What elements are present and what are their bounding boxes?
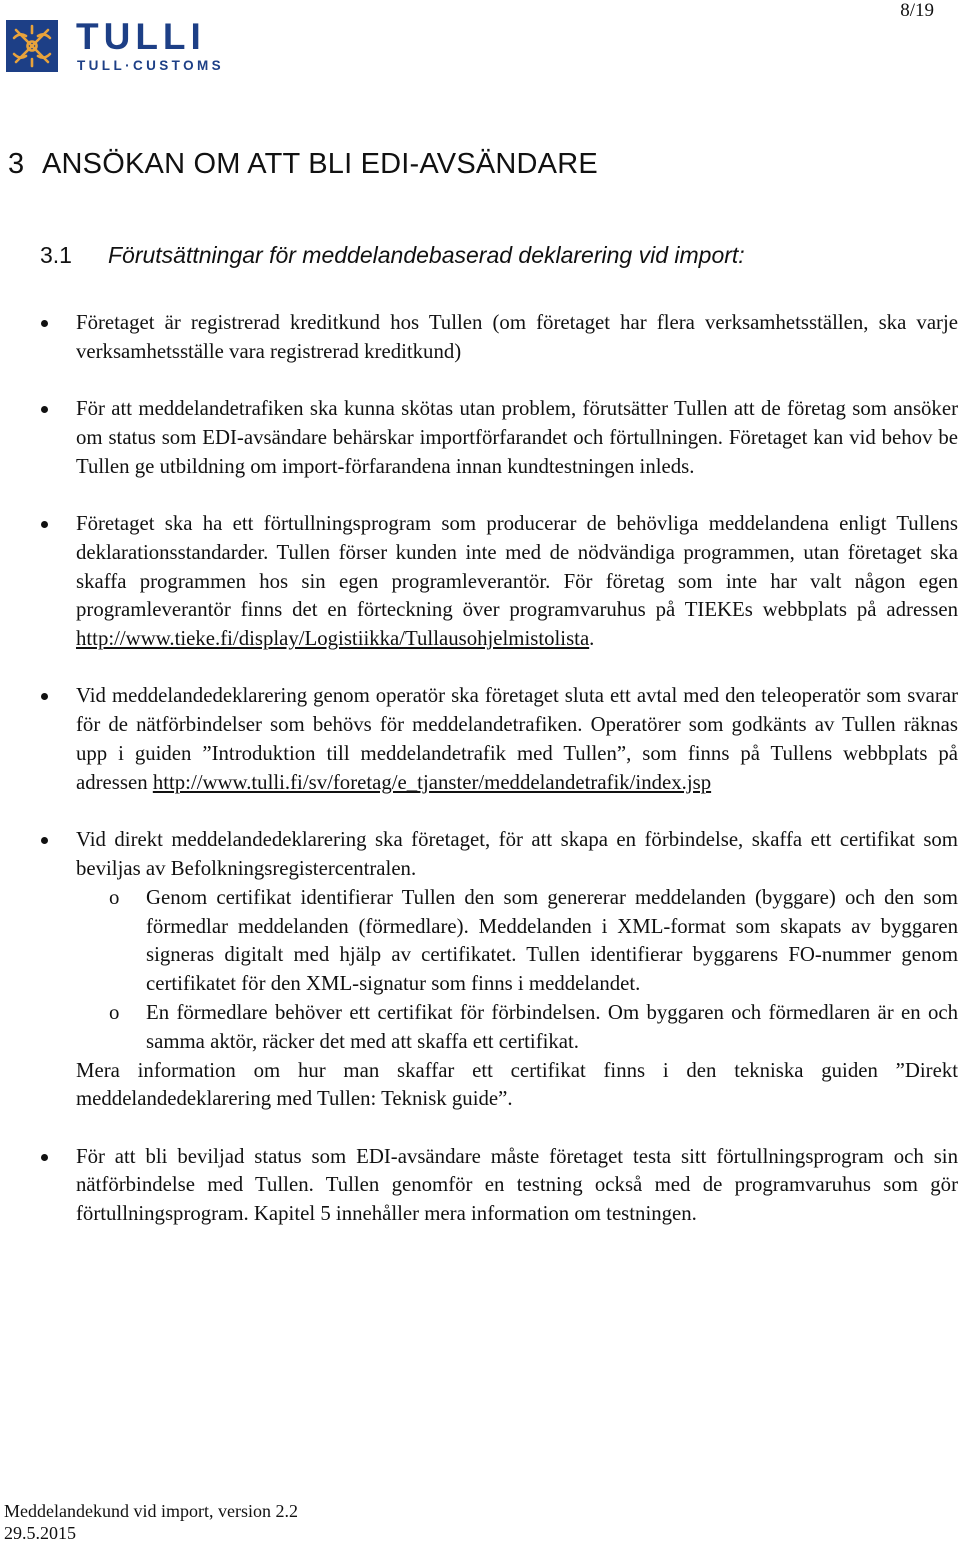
list-item bbox=[0, 1143, 960, 1229]
subsection-number: 3.1 bbox=[40, 242, 72, 268]
sub-list bbox=[76, 884, 958, 1057]
list-item bbox=[0, 682, 960, 797]
bullet-icon bbox=[41, 521, 48, 528]
tulli-emblem-icon bbox=[6, 20, 58, 72]
sub-list-item-text: En förmedlare behöver ett certifikat för förbindelsen. Om byggaren och förmedlaren är en och samma aktör, räcker det med att skaffa ett certifikat. bbox=[146, 1000, 958, 1053]
page-number: 8/19 bbox=[900, 0, 934, 21]
sub-bullet-marker: o bbox=[109, 1000, 120, 1024]
tieke-link[interactable]: http://www.tieke.fi/display/Logistiikka/Tullausohjelmistolista bbox=[76, 627, 590, 651]
footer-document-title: Meddelandekund vid import, version 2.2 bbox=[4, 1501, 298, 1521]
bullet-icon bbox=[41, 837, 48, 844]
sub-list-item bbox=[76, 884, 958, 999]
logo-subtitle: TULL·CUSTOMS bbox=[77, 58, 225, 73]
list-item-trailing-text: Mera information om hur man skaffar ett certifikat finns i den tekniska guiden ”Direkt meddelandedeklarering med Tullen: Teknisk guide”. bbox=[76, 1058, 958, 1111]
bullet-icon bbox=[41, 320, 48, 327]
list-item bbox=[0, 826, 960, 1114]
list-item-text: Företaget är registrerad kreditkund hos Tullen (om företaget har flera verksamhetsställen, ska varje verksamhetsställe vara registrerad kreditkund) bbox=[76, 311, 958, 363]
list-item bbox=[0, 510, 960, 654]
footer-date: 29.5.2015 bbox=[4, 1523, 76, 1543]
tulli-link[interactable]: http://www.tulli.fi/sv/foretag/e_tjanster/meddelandetrafik/index.jsp bbox=[152, 770, 712, 794]
section-heading bbox=[8, 148, 598, 181]
list-item bbox=[0, 309, 960, 367]
list-item-text: För att meddelandetrafiken ska kunna skötas utan problem, förutsätter Tullen att de företag som ansöker om status som EDI-avsändare behärskar importförfarandet och förtullningen. Företaget kan vid behov be Tullen ge utbildning om import-förfarandena innan kundtestningen inleds. bbox=[76, 397, 958, 478]
bullet-icon bbox=[41, 406, 48, 413]
logo-name: TULLI bbox=[76, 16, 206, 57]
section-title: ANSÖKAN OM ATT BLI EDI-AVSÄNDARE bbox=[42, 148, 598, 180]
emblem-graphic bbox=[6, 20, 58, 72]
tulli-logo bbox=[6, 16, 276, 74]
sub-list-item-text: Genom certifikat identifierar Tullen den som genererar meddelanden (byggare) och den som förmedlar meddelanden (förmedlare). Meddelanden i XML-format som skapats av byggaren signeras digitalt med hjälp av certifikatet. Tullen identifierar byggarens FO-nummer genom certifikatet för den XML-signatur som finns i meddelandet. bbox=[146, 885, 958, 996]
sub-list-item bbox=[76, 999, 958, 1057]
subsection-heading bbox=[40, 242, 745, 269]
list-item-text: Vid meddelandedeklarering genom operatör ska företaget sluta ett avtal med den teleoperatör som svarar för de nätförbindelser som behövs för meddelandetrafiken. Operatörer som godkänts av Tullen räknas upp i guiden ”Introduktion till meddelandetrafik med Tullen”, som finns på Tullens webbplats på adressen bbox=[76, 684, 958, 794]
sub-bullet-marker: o bbox=[109, 885, 120, 909]
bullet-icon bbox=[41, 693, 48, 700]
bullet-icon bbox=[41, 1154, 48, 1161]
list-item-text: Företaget ska ha ett förtullningsprogram som producerar de behövliga meddelandena enligt Tullens deklarationsstandarder. Tullen förser kunden inte med de nödvändiga programmen, utan företaget ska skaffa programmen hos sin egen programleverantör. För företag som inte har valt någon egen programleverantör finns det en förteckning över programvaruhus på TIEKEs webbplats på adressen bbox=[76, 511, 958, 622]
list-item-text-end: . bbox=[589, 627, 595, 651]
subsection-title: Förutsättningar för meddelandebaserad deklarering vid import: bbox=[108, 242, 745, 268]
page-footer bbox=[4, 1500, 298, 1544]
list-item bbox=[0, 395, 960, 481]
requirements-list bbox=[0, 309, 960, 1258]
section-number: 3 bbox=[8, 148, 25, 180]
list-item-text: För att bli beviljad status som EDI-avsändare måste företaget testa sitt förtullningsprogram och sin nätförbindelse med Tullen. Tullen genomför en testning också med de programvaruhus som gör förtullningsprogram. Kapitel 5 innehåller mera information om testningen. bbox=[76, 1144, 958, 1226]
list-item-text: Vid direkt meddelandedeklarering ska företaget, för att skapa en förbindelse, skaffa ett certifikat som beviljas av Befolkningsregistercentralen. bbox=[76, 828, 958, 880]
